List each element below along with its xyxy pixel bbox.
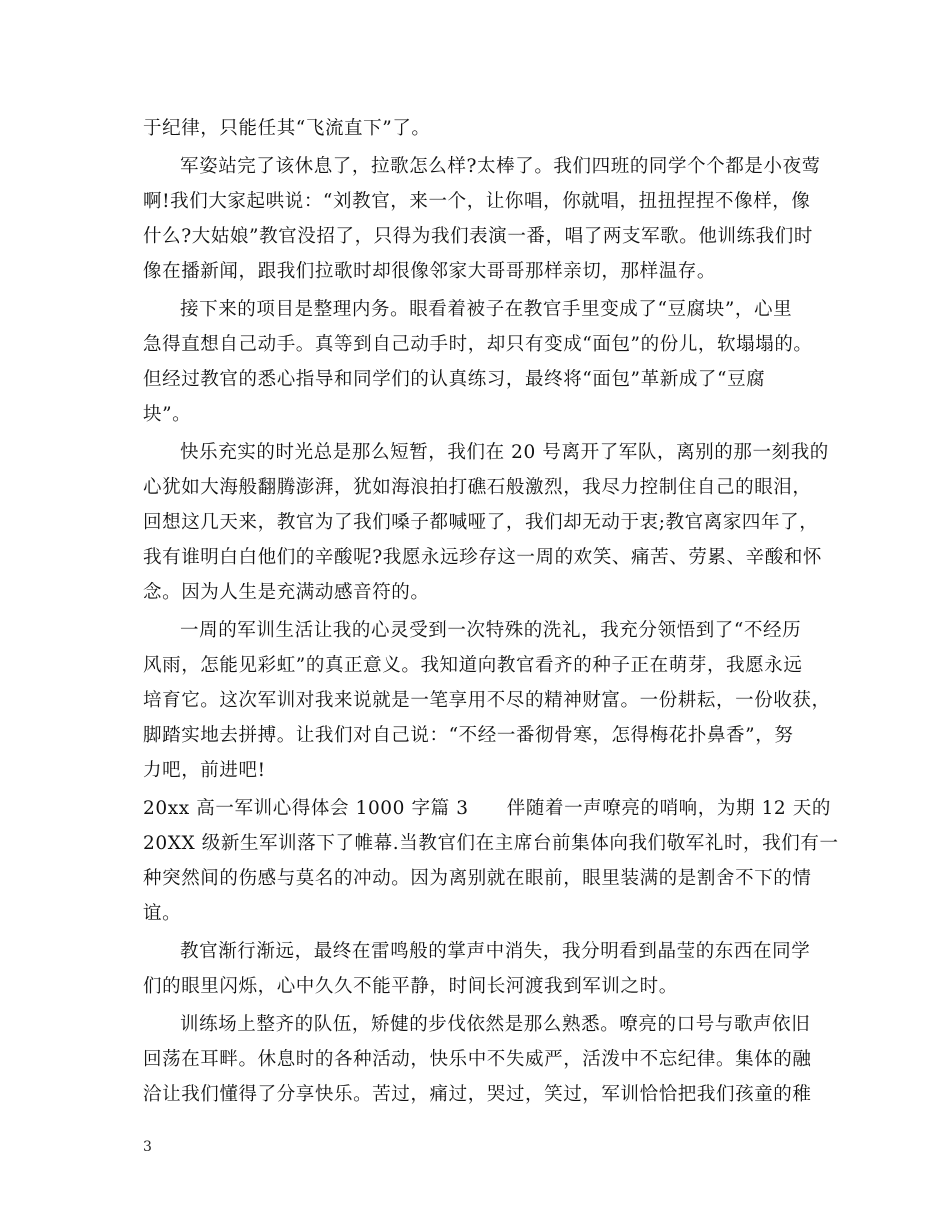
text-line: 培育它。这次军训对我来说就是一笔享用不尽的精神财富。一份耕耘，一份收获，	[143, 690, 831, 711]
paragraph-first-line: 一周的军训生活让我的心灵受到一次特殊的洗礼，我充分领悟到了“不经历	[180, 620, 802, 641]
text-line: 心犹如大海般翻腾澎湃，犹如海浪拍打礁石般激烈，我尽力控制住自己的眼泪，	[143, 477, 812, 498]
text-line: 但经过教官的悉心指导和同学们的认真练习，最终将“面包”革新成了“豆腐	[143, 369, 766, 390]
text-line: 急得直想自己动手。真等到自己动手时，却只有变成“面包”的份儿，软塌塌的。	[143, 334, 813, 355]
text-line: 念。因为人生是充满动感音符的。	[143, 582, 430, 603]
paragraph-first-line: 军姿站完了该休息了，拉歌怎么样?太棒了。我们四班的同学个个都是小夜莺	[180, 156, 821, 177]
text-line: 什么?大姑娘”教官没招了，只得为我们表演一番，唱了两支军歌。他训练我们时	[143, 226, 813, 247]
paragraph-first-line: 训练场上整齐的队伍，矫健的步伐依然是那么熟悉。嘹亮的口号与歌声依旧	[180, 1014, 811, 1035]
text-line: 谊。	[143, 903, 182, 924]
text-line: 块”。	[143, 404, 192, 425]
page-number: 3	[143, 1139, 152, 1155]
text-line: 力吧，前进吧!	[143, 760, 266, 781]
text-line: 回荡在耳畔。休息时的各种活动，快乐中不失威严，活泼中不忘纪律。集体的融	[143, 1049, 812, 1070]
paragraph-first-line: 快乐充实的时光总是那么短暂，我们在 20 号离开了军队，离别的那一刻我的	[180, 442, 829, 463]
text-line: 风雨，怎能见彩虹”的真正意义。我知道向教官看齐的种子正在萌芽，我愿永远	[143, 655, 803, 676]
text-line: 我有谁明白白他们的辛酸呢?我愿永远珍存这一周的欢笑、痛苦、劳累、辛酸和怀	[143, 547, 823, 568]
text-line: 于纪律，只能任其“飞流直下”了。	[143, 118, 431, 139]
text-line: 像在播新闻，跟我们拉歌时却很像邻家大哥哥那样亲切，那样温存。	[143, 261, 717, 282]
paragraph-first-line: 教官渐行渐远，最终在雷鸣般的掌声中消失，我分明看到晶莹的东西在同学	[180, 941, 811, 962]
paragraph-first-line: 接下来的项目是整理内务。眼看着被子在教官手里变成了“豆腐块”，心里	[180, 299, 793, 320]
text-line: 们的眼里闪烁，心中久久不能平静，时间长河渡我到军训之时。	[143, 976, 678, 997]
text-line: 20XX 级新生军训落下了帷幕.当教官们在主席台前集体向我们敬军礼时，我们有一	[143, 833, 839, 854]
text-line: 洽让我们懂得了分享快乐。苦过，痛过，哭过，笑过，军训恰恰把我们孩童的稚	[143, 1084, 812, 1105]
text-line: 回想这几天来，教官为了我们嗓子都喊哑了，我们却无动于衷;教官离家四年了，	[143, 512, 819, 533]
section-heading-line: 20xx 高一军训心得体会 1000 字篇 3 伴随着一声嘹亮的哨响，为期 12 天的	[143, 798, 831, 819]
text-line: 种突然间的伤感与莫名的冲动。因为离别就在眼前，眼里装满的是割舍不下的情	[143, 868, 812, 889]
text-line: 脚踏实地去拼搏。让我们对自己说：“不经一番彻骨寒，怎得梅花扑鼻香”，努	[143, 725, 794, 746]
text-line: 啊!我们大家起哄说：“刘教官，来一个，让你唱，你就唱，扭扭捏捏不像样，像	[143, 191, 811, 212]
